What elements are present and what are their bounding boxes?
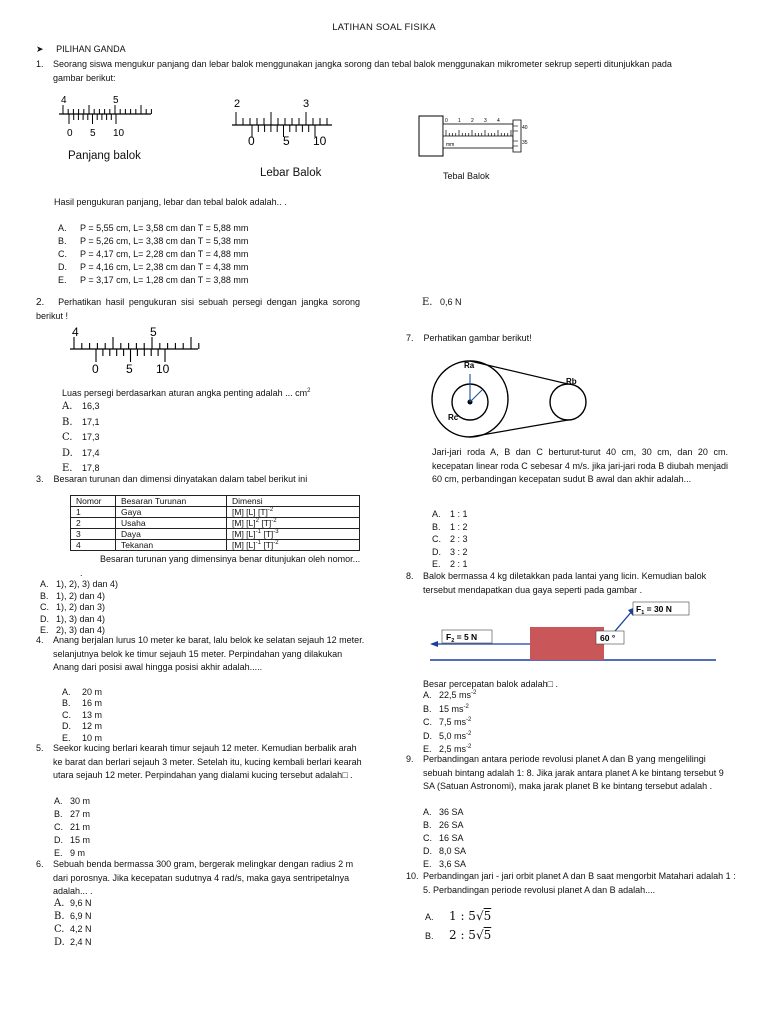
q3-options [40, 579, 118, 637]
gauge-label: 40 [522, 125, 528, 131]
option-c[interactable]: C. 17,3 [62, 432, 100, 444]
gauge-label: 0 [248, 134, 255, 147]
caption-panjang: Panjang balok [68, 150, 141, 162]
f2-label: $F_2 = 5$ N [446, 632, 478, 644]
option-b[interactable]: B. 17,1 [62, 416, 100, 428]
gauge-label: 4 [72, 325, 79, 339]
q3-question: Besaran turunan yang dimensinya benar ditunjukan oleh nomor... . [80, 554, 361, 578]
option-e[interactable]: E. 3,6 SA [423, 859, 467, 869]
option-c[interactable]: C. 4,2 N [54, 924, 92, 935]
caption-tebal: Tebal Balok [443, 171, 490, 181]
gauge-label: 2 [234, 98, 241, 110]
table-row: 2 Usaha [M] $[L]^2$ $[T]^{-2}$ [71, 518, 360, 529]
gauge-label: 1 [458, 118, 461, 124]
option-e[interactable]: E. 2,5 $ms^{-2}$ [423, 744, 472, 754]
question-7: 7. Perhatikan gambar berikut! [406, 333, 532, 343]
option-d[interactable]: D. 17,4 [62, 447, 100, 459]
option-b[interactable]: B. 15 $ms^{-2}$ [423, 703, 469, 714]
option-b[interactable]: B. 16 m [62, 698, 103, 709]
option-a[interactable]: A. 16,3 [62, 401, 100, 412]
gauge-label: 5 [113, 95, 119, 106]
table-row: 4 Tekanan [M] $[L]^{-1}$ $[T]^{-2}$ [71, 540, 360, 551]
option-c[interactable]: C. 7,5 $ms^{-2}$ [423, 717, 472, 727]
option-d[interactable]: D. 2,4 N [54, 937, 92, 948]
rc-label: Rc [448, 413, 459, 422]
q2-question: Luas persegi berdasarkan aturan angka penting adalah ... $cm^2$ [62, 388, 311, 398]
option-c[interactable]: C. 2 : 3 [432, 534, 468, 545]
question-10: 10. Perbandingan jari - jari orbit planet A dan B saat mengorbit Matahari adalah 1 : 5. Perbandingan periode revolusi planet A dan B adalah.... [406, 871, 736, 895]
caption-lebar: Lebar Balok [260, 167, 322, 179]
option-a[interactable]: A. P = 5,55 cm, L= 3,58 cm dan T = 5,88 mm [58, 223, 249, 233]
gauge-label: 2 [471, 118, 474, 124]
q4-options [62, 687, 102, 744]
question-1: 1. Seorang siswa mengukur panjang dan lebar balok menggunakan jangka sorong dan tebal balok menggunakan mikrometer sekrup seperti ditunjukkan pada gambar berikut: [36, 59, 672, 83]
gauge-label: 5 [90, 128, 96, 138]
option-a[interactable]: A. 30 m [54, 796, 91, 806]
option-c[interactable]: C. 21 m [54, 822, 91, 832]
option-b[interactable]: B. 6,9 N [54, 911, 92, 922]
question-8: 8. Balok bermassa 4 kg diletakkan pada lantai yang licin. Kemudian balok tersebut mendapatkan dua gaya seperti pada gambar . [406, 571, 707, 595]
option-e[interactable]: E. 2 : 1 [432, 559, 468, 570]
page-title: LATIHAN SOAL FISIKA [332, 22, 436, 33]
q2-options [62, 399, 100, 477]
q6-options [54, 897, 92, 949]
option-a[interactable]: A. 20 m [62, 687, 103, 697]
gauge-label: 10 [313, 134, 327, 147]
gauge-label: 5 [150, 325, 157, 339]
table-row: 1 Gaya [M] [L] $[T]^{-2}$ [71, 507, 360, 518]
option-e[interactable]: E. 17,8 [62, 463, 100, 475]
gauge-label: mm [446, 142, 455, 148]
option-d[interactable]: D. 12 m [62, 721, 103, 732]
gauge-label: 4 [497, 118, 500, 124]
vernier-panjang-figure [55, 92, 155, 138]
question-9: 9. Perbandingan antara periode revolusi planet A dan B yang mengelilingi sebuah bintang adalah 1: 8. Jika jarak antara planet A ke bintang tersebut 9 SA (Satuan Astronomi), maka jarak planet B ke bintang tersebut adalah . [406, 754, 724, 791]
option-b[interactable]: B. 27 m [54, 809, 91, 819]
option-e[interactable]: E. 9 m [54, 848, 86, 858]
q8-options [423, 689, 476, 757]
section-heading: ➤ PILIHAN GANDA [36, 44, 126, 54]
option-c[interactable]: C. 1), 2) dan 3) [40, 602, 106, 612]
option-b[interactable]: B. 1), 2) dan 4) [40, 590, 106, 601]
question-2: 2. Perhatikan hasil pengukuran sisi sebuah persegi dengan jangka sorong berikut ! [36, 297, 360, 321]
f1-label: $F_1 = 30$ N [636, 604, 672, 616]
force-figure [428, 597, 718, 671]
option-a[interactable]: A. 9,6 N [54, 898, 92, 909]
q10-option-a: A. 1 : 5√5 [425, 909, 492, 923]
question-5: 5. Seekor kucing berlari kearah timur sejauh 12 meter. Kemudian berbalik arah ke barat dan berlari sejauh 3 meter. Setelah itu, kucing kembali berlari kearah utara sejauh 12 meter. Perpindahan yang dialami kucing tersebut adalah□ . [36, 743, 362, 780]
option-b[interactable]: B. P = 5,26 cm, L= 3,38 cm dan T = 5,38 mm [58, 236, 249, 246]
q8-question: Besar percepatan balok adalah□ . [423, 679, 559, 689]
gauge-label: 5 [126, 362, 133, 375]
q10-options [425, 907, 491, 945]
q1-question: Hasil pengukuran panjang, lebar dan tebal balok adalah.. . [54, 197, 287, 207]
question-4: 4. Anang berjalan lurus 10 meter ke barat, lalu belok ke selatan sejauh 12 meter. selanjutnya belok ke timur sejauh 15 meter. Perpindahan yang dilakukan Anang dari posisi awal hingga posisi akhir adalah..... [36, 635, 365, 672]
gauge-label: 0 [445, 118, 448, 124]
option-a[interactable]: A. 22,5 $ms^{-2}$ [423, 690, 477, 700]
q5-options [54, 795, 90, 860]
micrometer-figure [418, 110, 548, 160]
gauge-label: 3 [303, 98, 310, 110]
wheels-figure [422, 352, 612, 442]
q10-option-b: B. 2 : 5√5 [425, 928, 492, 942]
option-d[interactable]: D. 8,0 SA [423, 846, 467, 856]
option-d[interactable]: D. P = 4,16 cm, L= 2,38 cm dan T = 4,38 mm [58, 262, 249, 272]
option-a[interactable]: A. 1 : 1 [432, 509, 468, 519]
gauge-label: 10 [113, 128, 125, 138]
question-6: 6. Sebuah benda bermassa 300 gram, bergerak melingkar dengan radius 2 m dari porosnya. Jika kecepatan sudutnya 4 rad/s, maka gaya sentripetalnya adalah... . [36, 859, 354, 896]
q6-option-e: E. 0,6 N [422, 297, 462, 308]
gauge-label: 10 [156, 362, 170, 375]
q1-options [58, 222, 248, 287]
option-c[interactable]: C. 13 m [62, 709, 103, 720]
option-e[interactable]: E. 2), 3) dan 4) [40, 625, 106, 635]
option-b[interactable]: B. 1 : 2 [432, 521, 468, 532]
option-a[interactable]: A. 1), 2), 3) dan 4) [40, 579, 119, 589]
gauge-label: 4 [61, 95, 67, 106]
q9-options [423, 806, 466, 871]
table-header: Nomor [71, 496, 116, 507]
option-c[interactable]: C. P = 4,17 cm, L= 2,28 cm dan T = 4,88 mm [58, 249, 249, 259]
table-header: Besaran Turunan [116, 496, 227, 507]
gauge-label: 0 [67, 128, 73, 138]
gauge-label: 0 [92, 362, 99, 375]
question-3: 3. Besaran turunan dan dimensi dinyatakan dalam tabel berikut ini [36, 474, 308, 484]
table-header: Dimensi [227, 496, 360, 507]
dimension-table [70, 495, 360, 551]
ra-label: Ra [464, 361, 475, 370]
gauge-label: 5 [283, 134, 290, 147]
q7-question: Jari-jari roda A, B dan C berturut-turut 40 cm, 30 cm, dan 20 cm. kecepatan linear roda C sebesar 4 m/s. jika jari-jari roda B diubah menjadi 60 cm, perbandingan kecepatan sudut B awal dan akhir adalah... [432, 447, 728, 484]
arrow-bullet-icon: ➤ [36, 44, 44, 54]
option-d[interactable]: D. 1), 3) dan 4) [40, 613, 106, 624]
q7-options [432, 508, 468, 571]
option-e[interactable]: E. 10 m [62, 732, 103, 743]
angle-label: 60 ° [600, 633, 616, 643]
table-row: 3 Daya [M] $[L]^{-1}$ $[T]^{-3}$ [71, 529, 360, 540]
option-a[interactable]: A. 36 SA [423, 807, 464, 817]
option-d[interactable]: D. 5,0 $ms^{-2}$ [423, 730, 472, 741]
vernier-lebar-figure [228, 95, 338, 147]
option-b[interactable]: B. 26 SA [423, 820, 464, 830]
gauge-label: 35 [522, 140, 528, 146]
option-d[interactable]: D. 3 : 2 [432, 546, 468, 557]
gauge-label: 3 [484, 118, 487, 124]
option-c[interactable]: C. 16 SA [423, 833, 464, 843]
option-d[interactable]: D. 15 m [54, 835, 91, 845]
rb-label: Rb [566, 377, 577, 386]
vernier-persegi-figure [66, 323, 204, 375]
option-e[interactable]: E. P = 3,17 cm, L= 1,28 cm dan T = 3,88 mm [58, 275, 249, 285]
